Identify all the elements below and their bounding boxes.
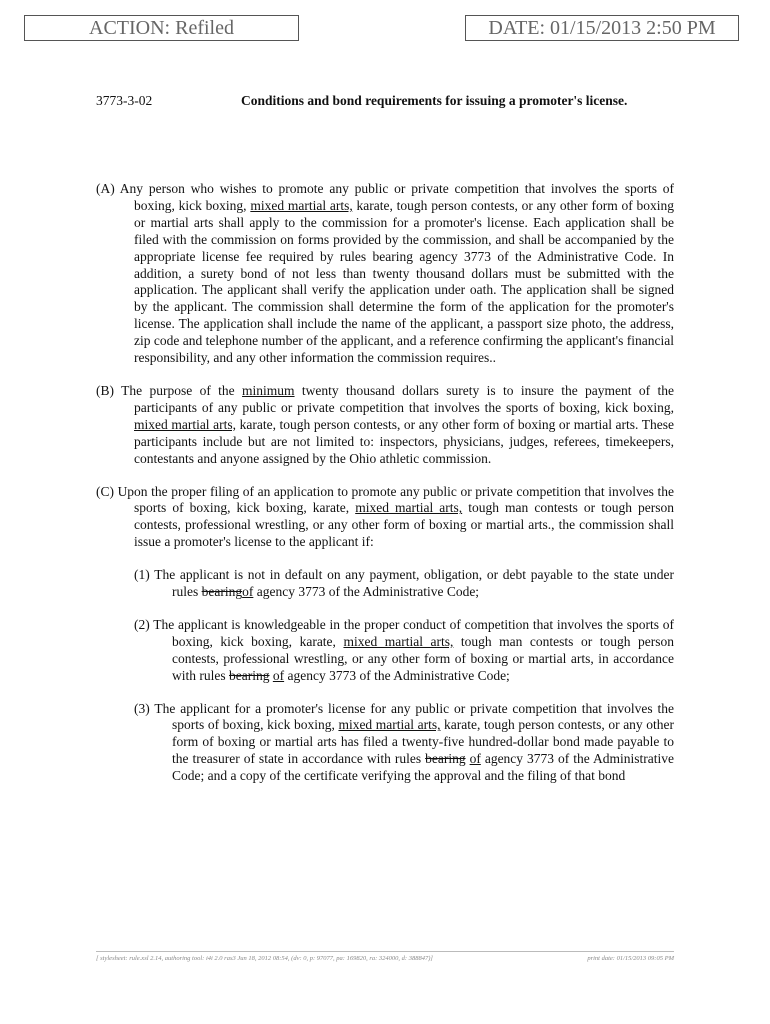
date-stamp: DATE: 01/15/2013 2:50 PM [465,15,739,41]
action-stamp: ACTION: Refiled [24,15,299,41]
paragraph-b: (B) The purpose of the minimum twenty thousand dollars surety is to insure the payment of the participants of any public or private competition that involves the sports of boxing, kick boxing, mixed martial arts, karate, tough person contests, or any other form of boxing or martial arts. These participants include but are not limited to: inspectors, physicians, judges, referees, timekeepers, contestants and anyone assigned by the Ohio athletic commission. [96,382,675,466]
inserted-text: mixed martial arts, [338,717,441,733]
rule-body [96,181,674,801]
footer-stylesheet-info: [ stylesheet: rule.xsl 2.14, authoring tool: i4i 2.0 ras3 Jun 18, 2012 08:54, (dv: 0, p: 97077, pa: 169820, ra: 324000, d: 388847)] [96,955,433,962]
paragraph-c3: (3) The applicant for a promoter's license for any public or private competition that involves the sports of boxing, kick boxing, mixed martial arts, karate, tough person contests, or any other form of boxing or martial arts has filed a twenty-five hundred-dollar bond made payable to the treasurer of state in accordance with rules bearing of agency 3773 of the Administrative Code; and a copy of the certificate verifying the approval and the filing of that bond [134,700,675,784]
inserted-text: minimum [242,382,295,398]
deleted-text: bearing [229,667,270,683]
inserted-text: of [272,667,285,683]
deleted-text: bearing [201,584,243,600]
rule-title: Conditions and bond requirements for issuing a promoter's license. [241,93,628,108]
inserted-text: mixed martial arts, [355,500,463,516]
paragraph-c1: (1) The applicant is not in default on any payment, obligation, or debt payable to the state under rules bearingof agency 3773 of the Administrative Code; [134,567,674,600]
inserted-text: mixed martial arts, [343,633,454,649]
paragraph-c2: (2) The applicant is knowledgeable in the proper conduct of competition that involves the sports of boxing, kick boxing, karate, mixed martial arts, tough man contests or tough person contests, professional wrestling, or any other form of boxing or martial arts, in accordance with rules bearing of agency 3773 of the Administrative Code; [134,616,674,683]
rule-number: 3773-3-02 [96,93,153,108]
paragraph-c: (C) Upon the proper filing of an application to promote any public or private competition that involves the sports of boxing, kick boxing, karate, mixed martial arts, tough man contests or tough person contests, professional wrestling, or any other form of boxing or martial arts., the commission shall issue a promoter's license to the applicant if: [96,483,675,550]
footer-print-date: print date: 01/15/2013 09:05 PM [587,955,674,962]
inserted-text: mixed martial arts, [250,197,353,213]
inserted-text: mixed martial arts, [134,416,237,432]
deleted-text: bearing [425,751,466,767]
inserted-text: of [242,584,254,600]
paragraph-a: (A) Any person who wishes to promote any public or private competition that involves the sports of boxing, kick boxing, mixed martial arts, karate, tough person contests, or any other form of boxing or martial arts shall apply to the commission for a promoter's license. Each application shall be filed with the commission on forms provided by the commission, and shall be accompanied by the appropriate license fee required by rules bearing agency 3773 of the Administrative Code. In addition, a surety bond of not less than twenty thousand dollars must be submitted with the application. The applicant shall verify the application under oath. The application shall be signed by the applicant. The commission shall determine the form of the application for the promoter's license. The application shall include the name of the applicant, a passport size photo, the address, zip code and telephone number of the applicant, and a reference confirming the applicant's financial responsibility, and any other information the commission requires.. [96,181,675,366]
page-footer [96,951,674,962]
inserted-text: of [469,751,481,767]
